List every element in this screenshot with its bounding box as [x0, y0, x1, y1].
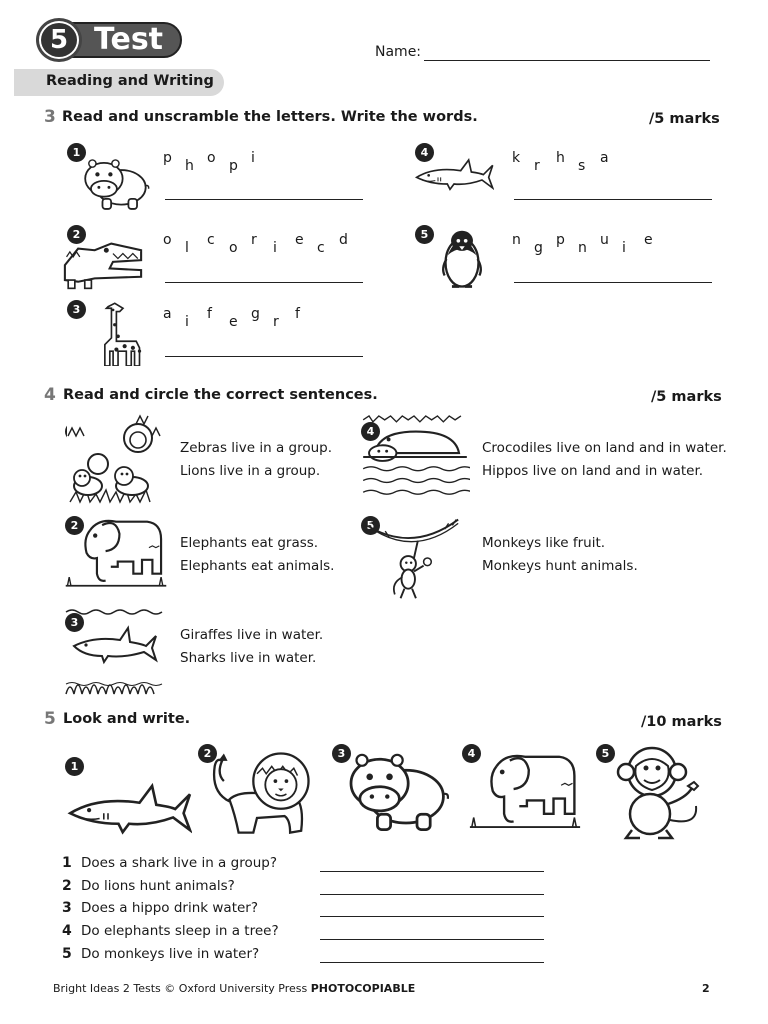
scrambled-letter: r — [251, 232, 257, 248]
scrambled-letter: c — [317, 240, 325, 256]
question-number: 3 — [62, 900, 72, 916]
scrambled-letter: p — [556, 232, 565, 248]
hippo-icon — [78, 150, 150, 216]
shark-icon — [66, 780, 192, 836]
question-text: Does a hippo drink water? — [81, 900, 259, 916]
shark-water-icon — [64, 606, 164, 696]
question-text: Do monkeys live in water? — [81, 946, 260, 962]
hippo-water-icon — [360, 414, 470, 502]
scrambled-letter: e — [229, 314, 238, 330]
exercise-3-number: 3 — [44, 107, 56, 127]
answer-line[interactable] — [514, 282, 712, 283]
item-number: 4 — [415, 143, 434, 162]
scrambled-letter: f — [295, 306, 300, 322]
item-number: 3 — [65, 613, 84, 632]
item-number: 5 — [361, 516, 380, 535]
elephant-icon — [468, 744, 582, 836]
footer-credit — [53, 982, 415, 995]
test-title: Test — [94, 22, 164, 57]
sentence-option[interactable]: Zebras live in a group. — [180, 440, 333, 456]
exercise-4-marks: /5 marks — [651, 389, 722, 405]
answer-line[interactable] — [320, 962, 544, 963]
exercise-5-number: 5 — [44, 709, 56, 729]
section-title: Reading and Writing — [46, 73, 214, 89]
answer-line[interactable] — [514, 199, 712, 200]
scrambled-letter: i — [273, 240, 277, 256]
scrambled-letter: i — [251, 150, 255, 166]
item-number: 2 — [65, 516, 84, 535]
exercise-5-instruction: Look and write. — [63, 711, 191, 727]
item-number: 2 — [67, 225, 86, 244]
answer-line[interactable] — [165, 282, 363, 283]
exercise-4-instruction: Read and circle the correct sentences. — [63, 387, 378, 403]
unit-badge — [36, 18, 182, 62]
sentence-option[interactable]: Monkeys hunt animals. — [482, 558, 638, 574]
question-text: Does a shark live in a group? — [81, 855, 277, 871]
scrambled-letter: e — [295, 232, 304, 248]
question-number: 5 — [62, 946, 72, 962]
answer-line[interactable] — [320, 871, 544, 872]
question-number: 4 — [62, 923, 72, 939]
answer-line[interactable] — [165, 199, 363, 200]
scrambled-letter: o — [207, 150, 216, 166]
question-number: 2 — [62, 878, 72, 894]
question-text: Do elephants sleep in a tree? — [81, 923, 279, 939]
answer-line[interactable] — [165, 356, 363, 357]
name-write-line[interactable] — [424, 60, 710, 61]
item-number: 4 — [462, 744, 481, 763]
scrambled-letter: r — [273, 314, 279, 330]
scrambled-letter: d — [339, 232, 348, 248]
page-number: 2 — [702, 982, 710, 995]
sentence-option[interactable]: Crocodiles live on land and in water. — [482, 440, 727, 456]
scrambled-letter: o — [229, 240, 238, 256]
answer-line[interactable] — [320, 916, 544, 917]
scrambled-letter: p — [163, 150, 172, 166]
lions-icon — [64, 414, 168, 504]
name-label: Name: — [375, 44, 422, 60]
scrambled-letter: h — [185, 158, 194, 174]
unit-number: 5 — [41, 23, 77, 57]
scrambled-letter: r — [534, 158, 540, 174]
monkey-vine-icon — [366, 512, 462, 602]
item-number: 1 — [67, 143, 86, 162]
item-number: 3 — [332, 744, 351, 763]
crocodile-icon — [60, 232, 146, 290]
question-number: 1 — [62, 855, 72, 871]
scrambled-letter: l — [185, 240, 189, 256]
answer-line[interactable] — [320, 939, 544, 940]
scrambled-letter: n — [578, 240, 587, 256]
penguin-icon — [438, 228, 486, 292]
scrambled-letter: i — [622, 240, 626, 256]
sentence-option[interactable]: Elephants eat animals. — [180, 558, 335, 574]
sentence-option[interactable]: Hippos live on land and in water. — [482, 463, 704, 479]
sentence-option[interactable]: Monkeys like fruit. — [482, 535, 606, 551]
item-number: 5 — [596, 744, 615, 763]
answer-line[interactable] — [320, 894, 544, 895]
scrambled-letter: c — [207, 232, 215, 248]
item-number: 2 — [198, 744, 217, 763]
sentence-option[interactable]: Giraffes live in water. — [180, 627, 324, 643]
exercise-4-number: 4 — [44, 385, 56, 405]
exercise-3-instruction: Read and unscramble the letters. Write the words. — [62, 109, 478, 125]
scrambled-letter: g — [534, 240, 543, 256]
badge-number-circle — [36, 18, 82, 62]
scrambled-letter: g — [251, 306, 260, 322]
shark-icon — [414, 156, 494, 192]
question-text: Do lions hunt animals? — [81, 878, 235, 894]
elephant-icon — [64, 512, 168, 592]
scrambled-letter: n — [512, 232, 521, 248]
exercise-3-marks: /5 marks — [649, 111, 720, 127]
scrambled-letter: s — [578, 158, 586, 174]
item-number: 5 — [415, 225, 434, 244]
monkey-icon — [606, 742, 706, 842]
sentence-option[interactable]: Elephants eat grass. — [180, 535, 319, 551]
sentence-option[interactable]: Lions live in a group. — [180, 463, 321, 479]
scrambled-letter: p — [229, 158, 238, 174]
photocopiable-label: PHOTOCOPIABLE — [310, 982, 416, 995]
scrambled-letter: h — [556, 150, 565, 166]
scrambled-letter: f — [207, 306, 212, 322]
scrambled-letter: k — [512, 150, 521, 166]
giraffe-icon — [94, 300, 152, 366]
scrambled-letter: a — [600, 150, 609, 166]
scrambled-letter: i — [185, 314, 189, 330]
scrambled-letter: o — [163, 232, 172, 248]
sentence-option[interactable]: Sharks live in water. — [180, 650, 317, 666]
scrambled-letter: e — [644, 232, 653, 248]
scrambled-letter: a — [163, 306, 172, 322]
item-number: 4 — [361, 422, 380, 441]
scrambled-letter: u — [600, 232, 609, 248]
item-number: 3 — [67, 300, 86, 319]
hippo-icon — [340, 744, 450, 836]
footer-copyright: Bright Ideas 2 Tests © Oxford University Press — [53, 982, 308, 995]
exercise-5-marks: /10 marks — [641, 714, 722, 730]
lion-icon — [194, 748, 320, 840]
item-number: 1 — [65, 757, 84, 776]
